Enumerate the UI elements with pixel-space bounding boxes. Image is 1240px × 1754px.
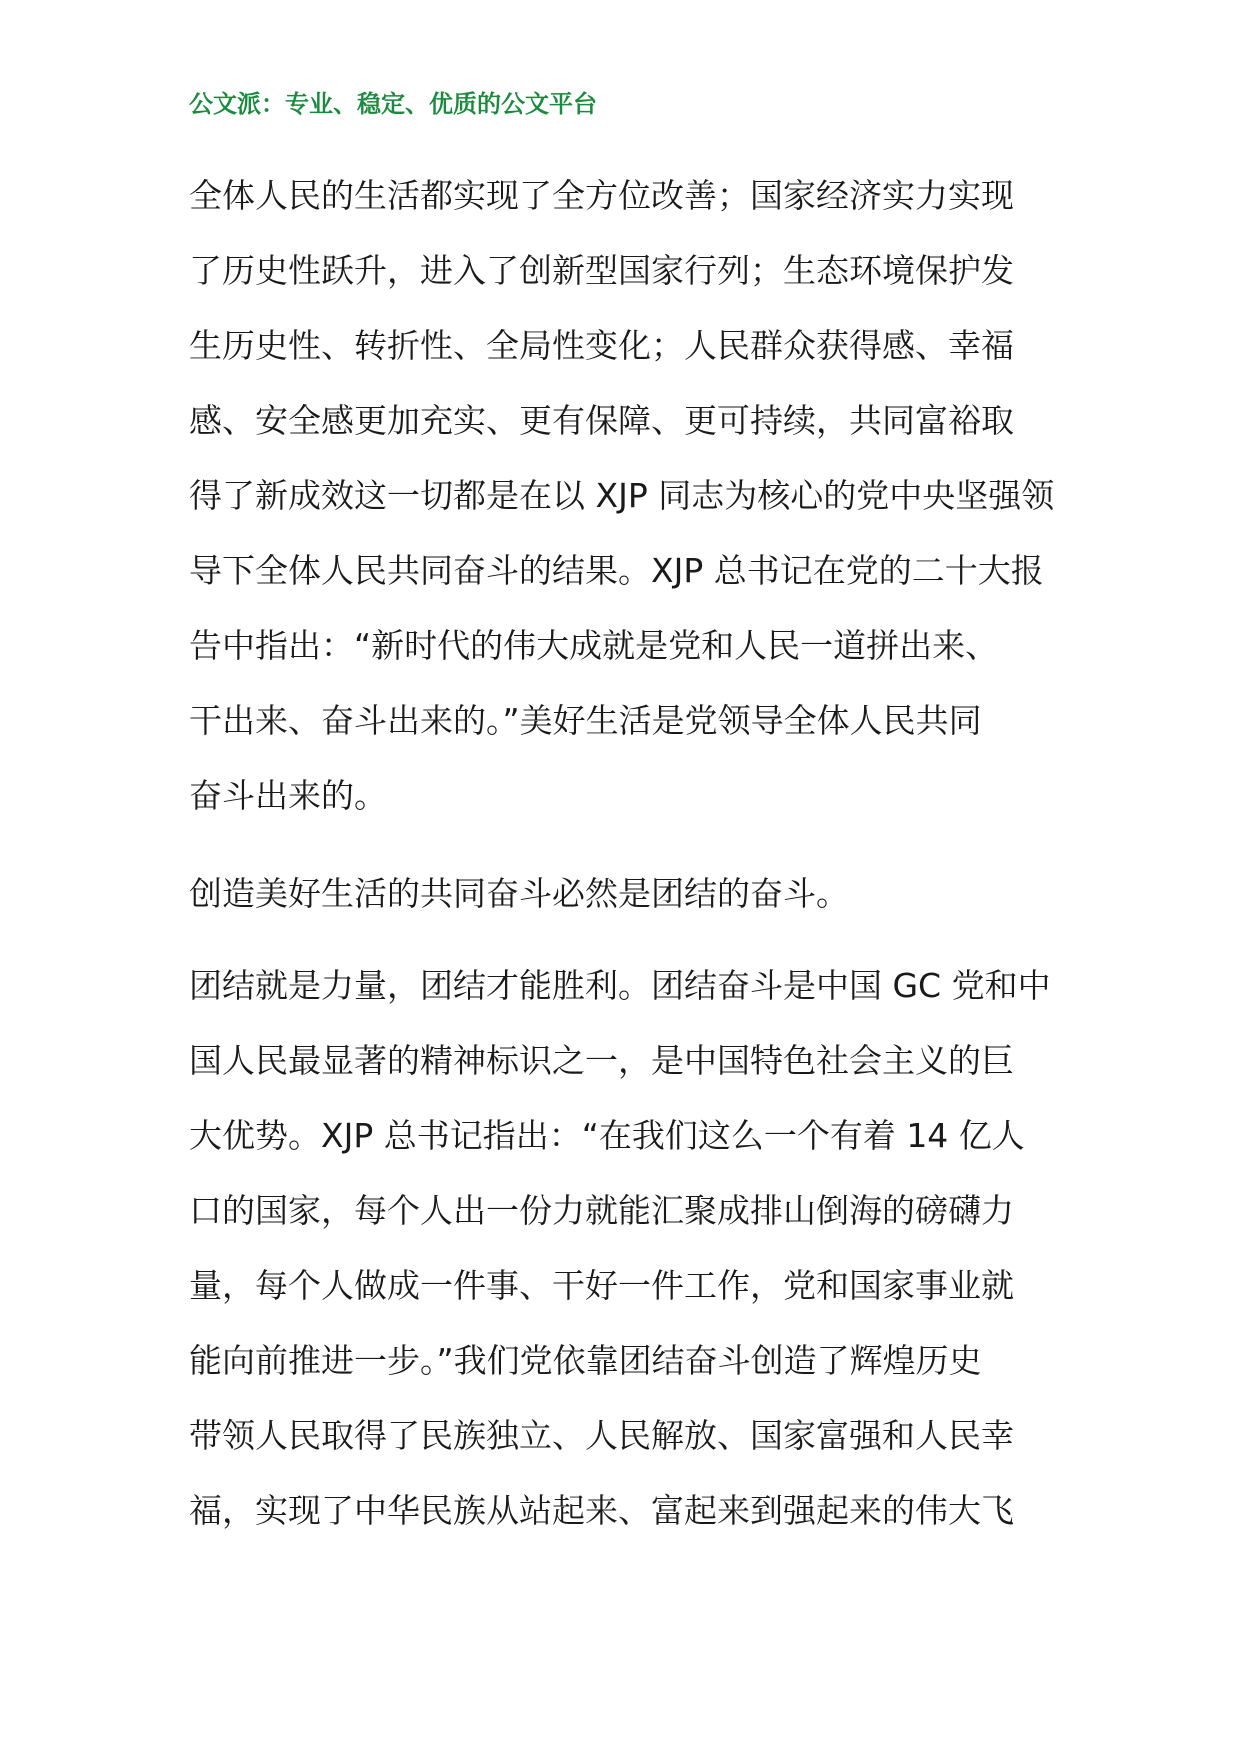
text-line: 口的国家，每个人出一份力就能汇聚成排山倒海的磅礴力 — [189, 1191, 1014, 1230]
text-line: 国人民最显著的精神标识之一，是中国特色社会主义的巨 — [189, 1041, 1014, 1080]
text-line: 了历史性跃升，进入了创新型国家行列；生态环境保护发 — [189, 251, 1014, 290]
text-line: 奋斗出来的。 — [189, 776, 387, 815]
text-line: 感、安全感更加充实、更有保障、更可持续，共同富裕取 — [189, 401, 1014, 440]
text-line: 团结就是力量，团结才能胜利。团结奋斗是中国 GC 党和中 — [189, 966, 1051, 1005]
text-line: 导下全体人民共同奋斗的结果。XJP 总书记在党的二十大报 — [189, 551, 1044, 590]
text-line: 干出来、奋斗出来的。”美好生活是党领导全体人民共同 — [189, 701, 982, 740]
text-line: 能向前推进一步。”我们党依靠团结奋斗创造了辉煌历史 — [189, 1341, 982, 1380]
text-line: 带领人民取得了民族独立、人民解放、国家富强和人民幸 — [189, 1416, 1014, 1455]
text-line: 创造美好生活的共同奋斗必然是团结的奋斗。 — [189, 874, 849, 913]
page-header: 公文派：专业、稳定、优质的公文平台 — [189, 89, 597, 118]
text-line: 全体人民的生活都实现了全方位改善；国家经济实力实现 — [189, 176, 1014, 215]
text-line: 大优势。XJP 总书记指出：“在我们这么一个有着 14 亿人 — [189, 1116, 1025, 1155]
text-line: 得了新成效这一切都是在以 XJP 同志为核心的党中央坚强领 — [189, 476, 1055, 515]
text-line: 福，实现了中华民族从站起来、富起来到强起来的伟大飞 — [189, 1491, 1014, 1530]
text-line: 告中指出：“新时代的伟大成就是党和人民一道拼出来、 — [189, 626, 999, 665]
text-line: 量，每个人做成一件事、干好一件工作，党和国家事业就 — [189, 1266, 1014, 1305]
text-line: 生历史性、转折性、全局性变化；人民群众获得感、幸福 — [189, 326, 1014, 365]
